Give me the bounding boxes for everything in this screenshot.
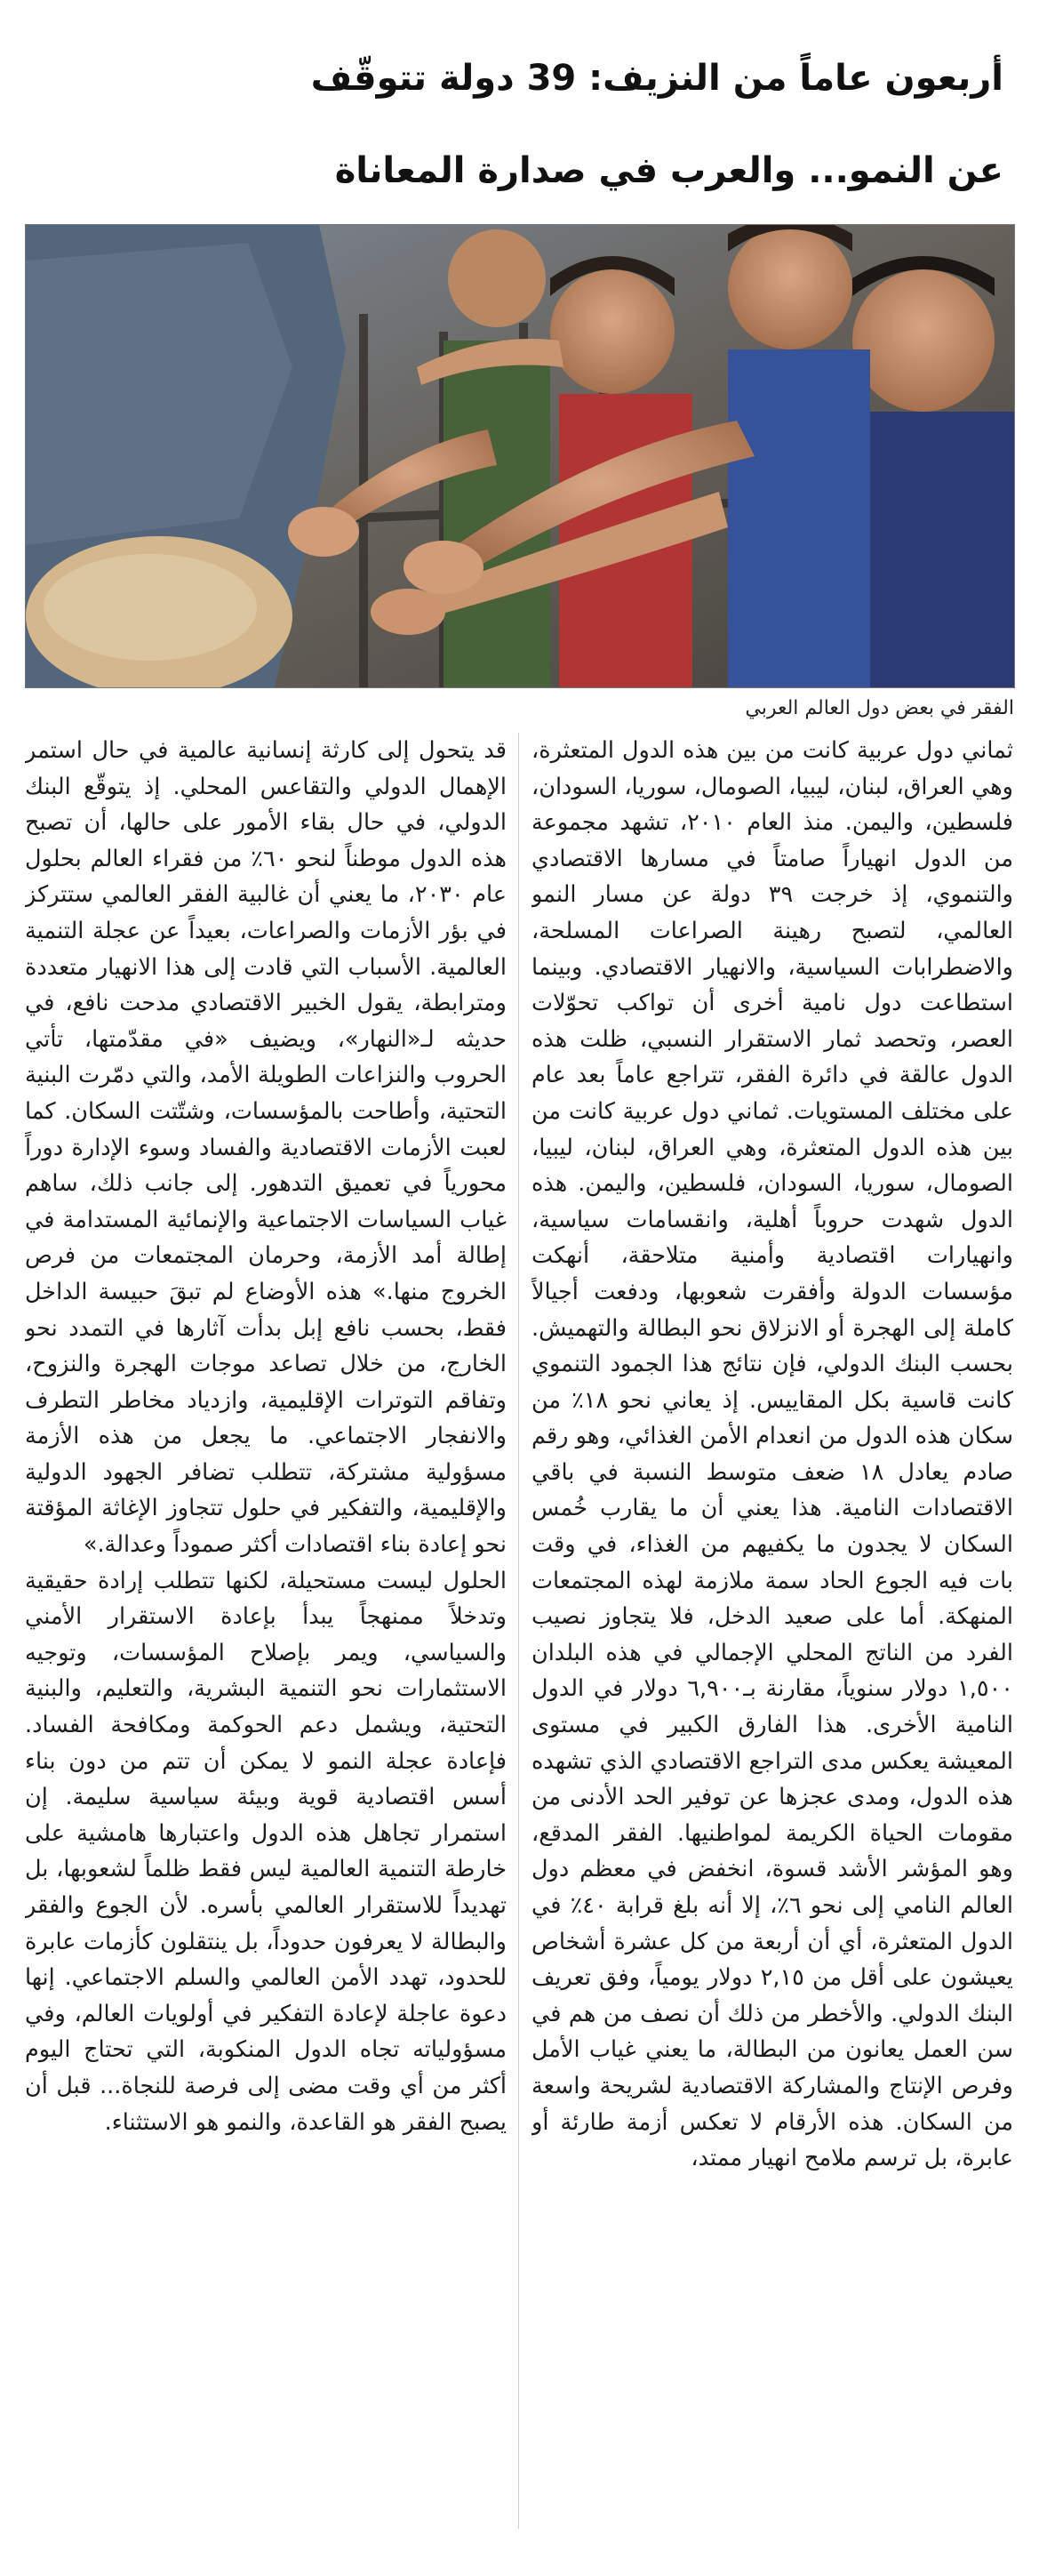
headline-line-2: عن النمو... والعرب في صدارة المعاناة: [334, 150, 1003, 191]
article-body: [25, 733, 1013, 2547]
headline: [21, 21, 1018, 217]
article-column-right: [531, 733, 1013, 2547]
column-divider: [518, 733, 519, 2529]
article-column-left: [25, 733, 507, 2547]
news-photo: [25, 224, 1015, 688]
article-paragraph: قد يتحول إلى كارثة إنسانية عالمية في حال استمر الإهمال الدولي والتقاعس المحلي. إذ يتوقّع البنك الدولي، في حال بقاء الأمور على حالها، أن تصبح هذه الدول موطناً لنحو ٦٠٪ من فقراء العالم بحلول عام ٢٠٣٠، ما يعني أن غالبية الفقر العالمي ستتركز في بؤر الأزمات والصراعات، بعيداً عن عجلة التنمية العالمية. الأسباب التي قادت إلى هذا الانهيار متعددة ومترابطة، يقول الخبير الاقتصادي مدحت نافع، في حديثه لـ«النهار»، ويضيف «في مقدّمتها، تأتي الحروب والنزاعات الطويلة الأمد، والتي دمّرت البنية التحتية، وأطاحت بالمؤسسات، وشتّتت السكان. كما لعبت الأزمات الاقتصادية والفساد وسوء الإدارة دوراً محورياً في تعميق التدهور. إلى جانب ذلك، ساهم غياب السياسات الاجتماعية والإنمائية المستدامة في إطالة أمد الأزمة، وحرمان المجتمعات من فرص الخروج منها.» هذه الأوضاع لم تبقَ حبيسة الداخل فقط، بحسب نافع إبل بدأت آثارها في التمدد نحو الخارج، من خلال تصاعد موجات الهجرة والنزوح، وتفاقم التوترات الإقليمية، وازدياد مخاطر التطرف والانفجار الاجتماعي. ما يجعل من هذه الأزمة مسؤولية مشتركة، تتطلب تضافر الجهود الدولية والإقليمية، والتفكير في حلول تتجاوز الإغاثة المؤقتة نحو إعادة بناء اقتصادات أكثر صموداً وعدالة.»: [25, 737, 507, 1559]
article-paragraph: ثماني دول عربية كانت من بين هذه الدول المتعثرة، وهي العراق، لبنان، ليبيا، الصومال، سوريا، السودان، فلسطين، واليمن. منذ العام ٢٠١٠، تشهد مجموعة من الدول انهياراً صامتاً في مسارها الاقتصادي والتنموي، إذ خرجت ٣٩ دولة عن مسار النمو العالمي، لتصبح رهينة الصراعات المسلحة، والاضطرابات السياسية، والانهيار الاقتصادي. وبينما استطاعت دول نامية أخرى أن تواكب تحوّلات العصر، وتحصد ثمار الاستقرار النسبي، ظلت هذه الدول عالقة في دائرة الفقر، تتراجع عاماً بعد عام على مختلف المستويات. ثماني دول عربية كانت من بين هذه الدول المتعثرة، وهي العراق، لبنان، ليبيا، الصومال، سوريا، السودان، فلسطين، واليمن. هذه الدول شهدت حروباً أهلية، وانقسامات سياسية، وانهيارات اقتصادية وأمنية متلاحقة، أنهكت مؤسسات الدولة وأفقرت شعوبها، ودفعت أجيالاً كاملة إلى الهجرة أو الانزلاق نحو البطالة والتهميش. بحسب البنك الدولي، فإن نتائج هذا الجمود التنموي كانت قاسية بكل المقاييس. إذ يعاني نحو ١٨٪ من سكان هذه الدول من انعدام الأمن الغذائي، وهو رقم صادم يعادل ١٨ ضعف متوسط النسبة في باقي الاقتصادات النامية. هذا يعني أن ما يقارب خُمس السكان لا يجدون ما يكفيهم من الغذاء، في وقت بات فيه الجوع الحاد سمة ملازمة لهذه المجتمعات المنهكة. أما على صعيد الدخل، فلا يتجاوز نصيب الفرد من الناتج المحلي الإجمالي في هذه البلدان ١,٥٠٠ دولار سنوياً، مقارنة بـ٦,٩٠٠ دولار في الدول النامية الأخرى. هذا الفارق الكبير في مستوى المعيشة يعكس مدى التراجع الاقتصادي الذي تشهده هذه الدول، ومدى عجزها عن توفير الحد الأدنى من مقومات الحياة الكريمة لمواطنيها. الفقر المدقع، وهو المؤشر الأشد قسوة، انخفض في معظم دول العالم النامي إلى نحو ٦٪، إلا أنه بلغ قرابة ٤٠٪ في الدول المتعثرة، أي أن أربعة من كل عشرة أشخاص يعيشون على أقل من ٢,١٥ دولار يومياً، وفق تعريف البنك الدولي. والأخطر من ذلك أن نصف من هم في سن العمل يعانون من البطالة، ما يعني غياب الأمل وفرص الإنتاج والمشاركة الاقتصادية لشريحة واسعة من السكان. هذه الأرقام لا تعكس أزمة طارئة أو عابرة، بل ترسم ملامح انهيار ممتد،: [531, 737, 1013, 2172]
article-paragraph: الحلول ليست مستحيلة، لكنها تتطلب إرادة حقيقية وتدخلاً ممنهجاً يبدأ بإعادة الاستقرار الأمني والسياسي، ويمر بإصلاح المؤسسات، وتوجيه الاستثمارات نحو التنمية البشرية، والتعليم، والبنية التحتية، ويشمل دعم الحوكمة ومكافحة الفساد. فإعادة عجلة النمو لا يمكن أن تتم من دون بناء أسس اقتصادية قوية وبيئة سياسية سليمة. إن استمرار تجاهل هذه الدول واعتبارها هامشية على خارطة التنمية العالمية ليس فقط ظلماً لشعوبها، بل تهديداً للاستقرار العالمي بأسره. لأن الجوع والفقر والبطالة لا يعرفون حدوداً، بل ينتقلون كأزمات عابرة للحدود، تهدد الأمن العالمي والسلم الاجتماعي. إنها دعوة عاجلة لإعادة التفكير في أولويات العالم، وفي مسؤولياته تجاه الدول المنكوبة، التي تحتاج اليوم أكثر من أي وقت مضى إلى فرصة للنجاة... قبل أن يصبح الفقر هو القاعدة، والنمو هو الاستثناء.: [25, 1567, 507, 2136]
children-reaching-for-bread-photo: [26, 225, 1014, 687]
photo-caption: الفقر في بعض دول العالم العربي: [745, 697, 1014, 719]
headline-line-1: أربعون عاماً من النزيف: 39 دولة تتوقّف: [310, 58, 1003, 99]
